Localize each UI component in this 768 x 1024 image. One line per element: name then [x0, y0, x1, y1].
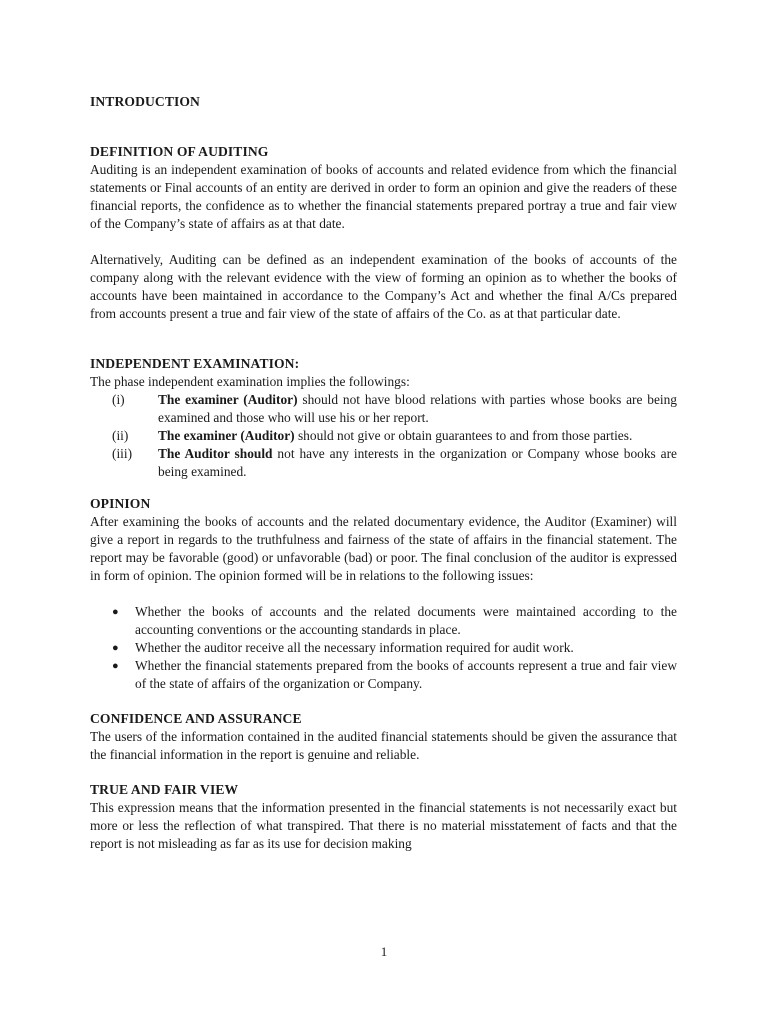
opinion-bullet-list [90, 603, 677, 693]
true-fair-view-heading: TRUE AND FAIR VIEW [90, 782, 239, 797]
list-item-text: Whether the financial statements prepared from the books of accounts represent a true and fair view of the state of affairs of the organization or Company. [135, 658, 677, 691]
list-item-text: should not have blood relations with parties whose books are being examined and those who will use his or her report. [158, 392, 678, 425]
document-page [90, 93, 677, 853]
bullet-icon: ● [112, 606, 119, 618]
list-item [90, 603, 677, 639]
definition-paragraph-2: Alternatively, Auditing can be defined as an independent examination of the books of accounts of the company along with the relevant evidence with the view of forming an opinion as to whether the books of accounts have been maintained in accordance to the Company’s Act and whether the final A/Cs prepared from accounts present a true and fair view of the state of affairs of the Co. as at that particular date. [90, 252, 677, 321]
bullet-icon: ● [112, 642, 119, 654]
list-item [90, 391, 677, 427]
list-item-bold: The Auditor should [158, 446, 273, 461]
list-item-text: Whether the books of accounts and the related documents were maintained according to the accounting conventions or the accounting standards in place. [135, 604, 677, 637]
list-item [90, 657, 677, 693]
definition-paragraph-1: Auditing is an independent examination of books of accounts and related evidence from which the financial statements or Final accounts of an entity are derived in order to form an opinion and give the readers of these financial reports, the confidence as to whether the financial statements prepared portray a true and fair view of the Company’s state of affairs as at that date. [90, 162, 677, 231]
list-item [90, 427, 677, 445]
list-item [90, 639, 677, 657]
list-item-text: Whether the auditor receive all the necessary information required for audit work. [135, 640, 574, 655]
opinion-paragraph: After examining the books of accounts and the related documentary evidence, the Auditor (Examiner) will give a report in regards to the truthfulness and fairness of the state of affairs in the financial statement. The report may be favorable (good) or unfavorable (bad) or poor. The final conclusion of the auditor is expressed in form of opinion. The opinion formed will be in relations to the following issues: [90, 514, 677, 583]
true-fair-view-paragraph: This expression means that the information presented in the financial statements is not necessarily exact but more or less the reflection of what transpired. That there is no material misstatement of facts and that the report is not misleading as far as its use for decision making [90, 800, 677, 851]
list-item-bold: The examiner (Auditor) [158, 428, 295, 443]
list-item-bold: The examiner (Auditor) [158, 392, 298, 407]
list-item-text: not have any interests in the organization or Company whose books are being examined. [158, 446, 677, 479]
bullet-icon: ● [112, 660, 119, 672]
confidence-heading: CONFIDENCE AND ASSURANCE [90, 711, 302, 726]
independent-intro: The phase independent examination implies the followings: [90, 374, 410, 389]
opinion-heading: OPINION [90, 496, 151, 511]
independent-examination-heading: INDEPENDENT EXAMINATION: [90, 356, 300, 371]
list-item [90, 445, 677, 481]
confidence-paragraph: The users of the information contained in the audited financial statements should be given the assurance that the financial information in the report is genuine and reliable. [90, 729, 677, 762]
page-number: 1 [380, 944, 388, 959]
list-item-number: (iii) [112, 446, 133, 461]
independent-list [90, 391, 677, 481]
list-item-text: should not give or obtain guarantees to and from those parties. [294, 428, 633, 443]
definition-heading: DEFINITION OF AUDITING [90, 144, 269, 159]
list-item-number: (i) [112, 392, 125, 407]
introduction-heading: INTRODUCTION [90, 94, 200, 109]
list-item-number: (ii) [112, 428, 129, 443]
